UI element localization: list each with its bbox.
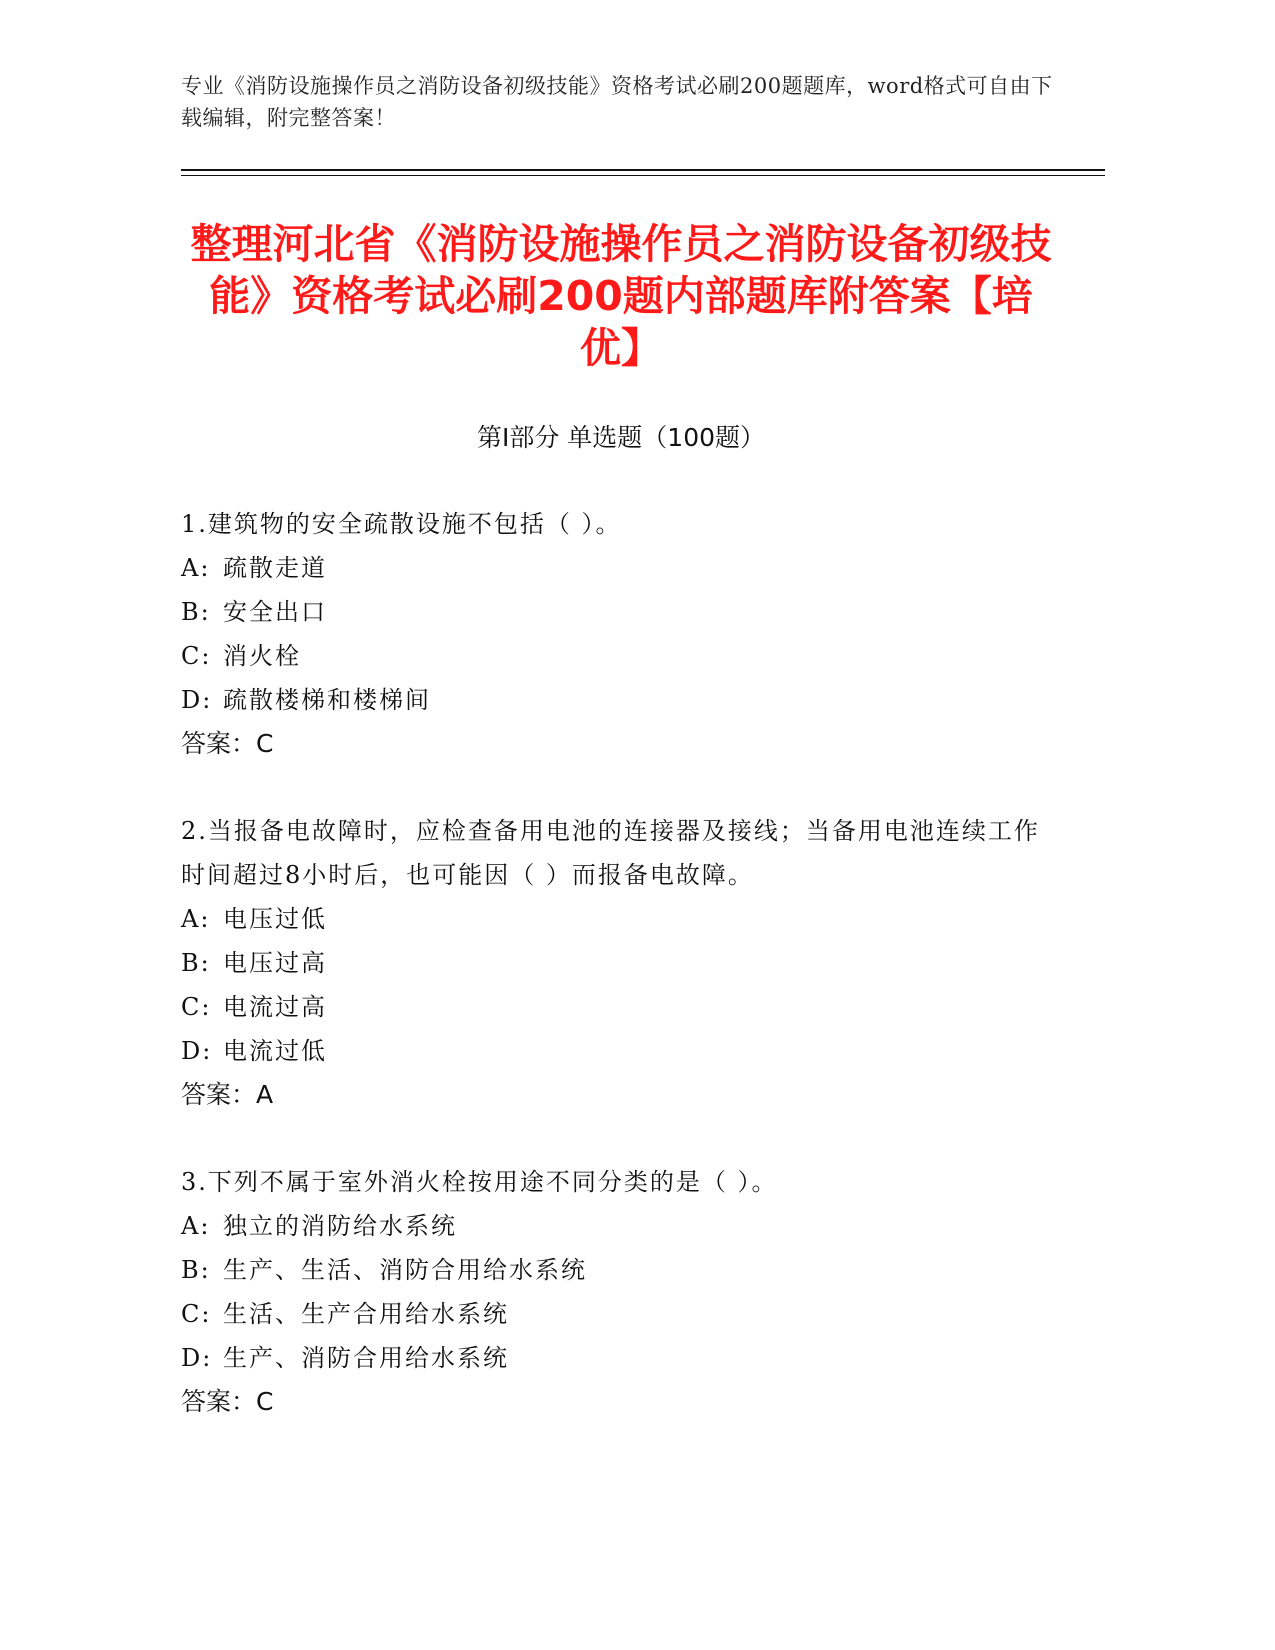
- option-c: [181, 1292, 1041, 1336]
- option-text: 电压过高: [223, 949, 327, 977]
- option-letter: A:: [181, 554, 211, 582]
- option-letter: C:: [181, 993, 212, 1021]
- option-letter: D:: [181, 1344, 213, 1372]
- option-letter: D:: [181, 1037, 213, 1065]
- option-a: [181, 546, 1041, 590]
- option-a: [181, 897, 1041, 941]
- option-text: 疏散楼梯和楼梯间: [223, 686, 431, 714]
- question-3: [181, 1160, 1041, 1424]
- question-list: [181, 502, 1041, 1467]
- option-text: 疏散走道: [223, 554, 327, 582]
- option-a: [181, 1204, 1041, 1248]
- option-text: 消火栓: [223, 642, 301, 670]
- option-letter: B:: [181, 949, 211, 977]
- header-rule-thick: [181, 169, 1105, 171]
- document-title: 整理河北省《消防设施操作员之消防设备初级技能》资格考试必刷200题内部题库附答案【培优】: [190, 220, 1052, 372]
- option-text: 电流过高: [223, 993, 327, 1021]
- option-b: [181, 941, 1041, 985]
- option-letter: D:: [181, 686, 213, 714]
- option-text: 电压过低: [223, 905, 327, 933]
- header-note: 专业《消防设施操作员之消防设备初级技能》资格考试必刷200题题库，word格式可自由下载编辑，附完整答案！: [181, 74, 1053, 130]
- option-letter: B:: [181, 1256, 211, 1284]
- option-text: 生产、消防合用给水系统: [223, 1344, 509, 1372]
- question-stem: 1.建筑物的安全疏散设施不包括（ ）。: [181, 510, 622, 538]
- option-letter: C:: [181, 1300, 212, 1328]
- option-letter: B:: [181, 598, 211, 626]
- answer: 答案：C: [181, 729, 274, 758]
- option-text: 独立的消防给水系统: [223, 1212, 457, 1240]
- question-stem: 2.当报备电故障时，应检查备用电池的连接器及接线；当备用电池连续工作时间超过8小时后，也可能因（ ）而报备电故障。: [181, 817, 1040, 889]
- option-d: [181, 1336, 1041, 1380]
- option-text: 生活、生产合用给水系统: [223, 1300, 509, 1328]
- answer: 答案：A: [181, 1080, 274, 1109]
- question-stem: 3.下列不属于室外消火栓按用途不同分类的是（ ）。: [181, 1168, 778, 1196]
- option-text: 安全出口: [223, 598, 327, 626]
- option-letter: C:: [181, 642, 212, 670]
- header-rule-thin: [181, 175, 1105, 176]
- answer: 答案：C: [181, 1387, 274, 1416]
- question-2: [181, 809, 1041, 1117]
- option-d: [181, 678, 1041, 722]
- question-1: [181, 502, 1041, 766]
- section-title: 第Ⅰ部分 单选题（100题）: [476, 423, 766, 452]
- option-b: [181, 590, 1041, 634]
- option-text: 电流过低: [223, 1037, 327, 1065]
- option-text: 生产、生活、消防合用给水系统: [223, 1256, 587, 1284]
- option-b: [181, 1248, 1041, 1292]
- option-d: [181, 1029, 1041, 1073]
- option-letter: A:: [181, 1212, 211, 1240]
- option-c: [181, 634, 1041, 678]
- option-c: [181, 985, 1041, 1029]
- option-letter: A:: [181, 905, 211, 933]
